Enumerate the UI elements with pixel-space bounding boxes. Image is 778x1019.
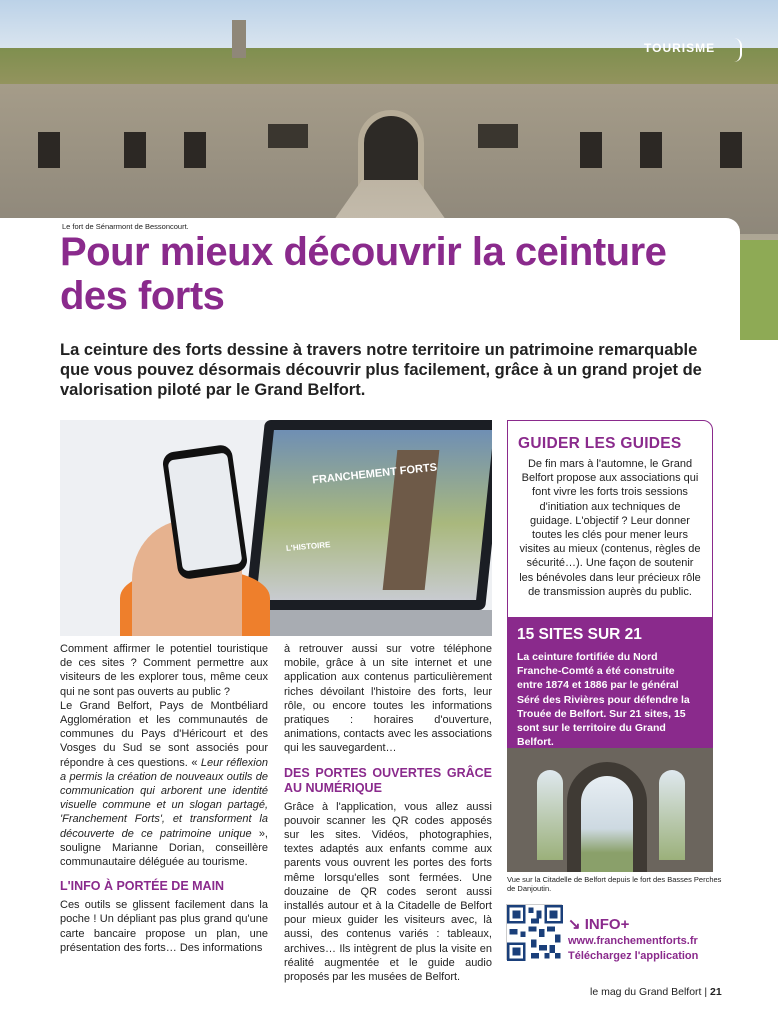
website-link[interactable]: www.franchementforts.fr xyxy=(568,935,698,947)
paragraph: à retrouver aussi sur votre téléphone mobile, grâce à un site internet et une application aux contenus particulièrement riches dévoilant l'histoire des forts, leur rôle, ou encore toutes les informations pratiques : horaires d'ouverture, animations, contacts avec les associations qui les sauvegardent… xyxy=(284,643,492,755)
section-tag: TOURISME xyxy=(636,38,778,60)
site-section-text: L'HISTOIRE xyxy=(285,540,331,553)
site-banner-text: FRANCHEMENT FORTS xyxy=(311,461,438,487)
article-column-1 xyxy=(60,642,268,955)
guides-text: De fin mars à l'automne, le Grand Belfort propose aux associations qui font vivre les forts trois sessions d'initiation aux techniques de guidage. L'objectif ? Leur donner toutes les clés pour mener leurs visites au mieux (contenus, règles de sécurité…). Une façon de soutenir les bénévoles dans leur précieux rôle de transmission auprès du public. xyxy=(519,458,701,598)
page-title: Pour mieux découvrir la ceinture des forts xyxy=(60,230,667,318)
sites-text: La ceinture fortifiée du Nord Franche-Comté a été construite entre 1874 et 1886 par le général Séré des Rivières pour défendre la Trouée de Belfort. Sur 21 sites, 15 sont sur le territoire du Grand Belfort. xyxy=(517,651,690,749)
guides-box xyxy=(507,420,713,618)
paragraph: Comment affirmer le potentiel touristique de ces sites ? Comment permettre aux visiteurs de les explorer tous, même ceux qui ne sont pas ouverts au public ? xyxy=(60,643,268,698)
page-number: 21 xyxy=(710,986,722,998)
article-column-2 xyxy=(284,642,492,984)
sites-box xyxy=(507,618,713,748)
qr-code[interactable] xyxy=(506,904,562,960)
page-footer: le mag du Grand Belfort | 21 xyxy=(590,986,722,998)
hero-caption: Le fort de Sénarmont de Bessoncourt. xyxy=(62,222,189,231)
paragraph: Grâce à l'application, vous allez aussi pouvoir scanner les QR codes apposés sur les sites. Vidéos, photographies, textes adaptés aux enfants comme aux parents vous ouvrent les portes des forts même lorsqu'elles sont fermées. Une douzaine de QR codes seront aussi installés autour et à la Citadelle de Belfort pour mieux guider les visiteurs avec, là aussi, des contenus variés : tableaux, archives… Ils intègrent de plus la visite en réalité augmentée et le guide audio proposés par les musées de Belfort. xyxy=(284,800,492,984)
download-app-link[interactable]: Téléchargez l'application xyxy=(568,950,699,962)
info-heading: ↘ INFO+ xyxy=(568,916,630,933)
subheading: DES PORTES OUVERTES GRÂCE AU NUMÉRIQUE xyxy=(284,765,492,795)
citadel-caption: Vue sur la Citadelle de Belfort depuis le fort des Basses Perches de Danjoutin. xyxy=(507,875,722,893)
subheading: L'INFO À PORTÉE DE MAIN xyxy=(60,879,225,894)
laptop-phone-photo xyxy=(60,420,492,636)
arrow-down-right-icon: ↘ xyxy=(568,916,581,933)
lead-paragraph: La ceinture des forts dessine à travers notre territoire un patrimoine remarquable que vous pouvez désormais découvrir plus facilement, grâce à un grand projet de valorisation piloté par le Grand Belfort. xyxy=(60,341,702,399)
guides-title: GUIDER LES GUIDES xyxy=(518,435,682,452)
sites-title: 15 SITES SUR 21 xyxy=(517,626,642,643)
citadel-photo xyxy=(507,748,713,872)
quote: Leur réflexion a permis la création de nouveaux outils de communication qui arborent une identité visuelle commune et un slogan partagé, 'Franchement Forts', et transforment la découverte de ce patrimoine unique xyxy=(60,756,268,840)
paragraph: Ces outils se glissent facilement dans la poche ! Un dépliant pas plus grand qu'une carte bancaire propose un plan, une présentation des forts… Des informations xyxy=(60,899,268,954)
paragraph: Le Grand Belfort, Pays de Montbéliard Agglomération et les communautés de communes du Pays d'Héricourt et des Vosges du Sud se sont associés pour répondre à ces questions. « Leur réflexion a permis la création de nouveaux outils de communication qui arborent une identité visuelle commune et un slogan partagé, 'Franchement Forts', et transforment la découverte de ce patrimoine unique », souligne Marianne Dorian, conseillère communautaire déléguée au tourisme. xyxy=(60,699,268,869)
